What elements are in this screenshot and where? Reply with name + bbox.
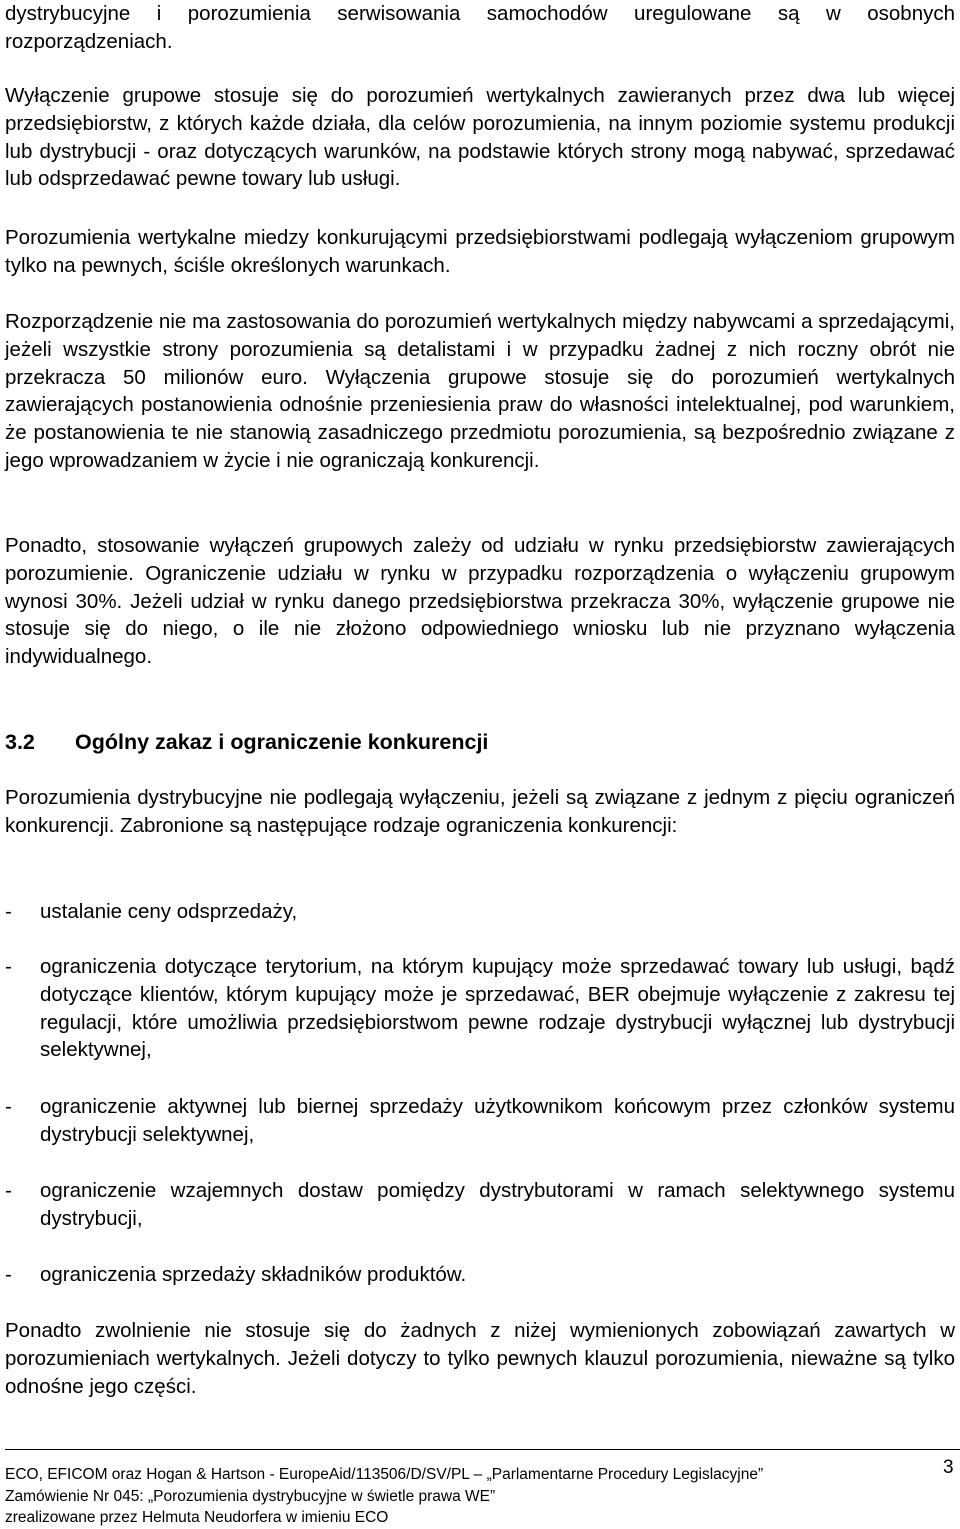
list-item-text: ograniczenie aktywnej lub biernej sprzedaży użytkownikom końcowym przez członków systemu dystrybucji selektywnej, (40, 1095, 955, 1146)
paragraph: Ponadto, stosowanie wyłączeń grupowych zależy od udziału w rynku przedsiębiorstw zawierających porozumienie. Ograniczenie udziału w rynku w przypadku rozporządzenia o wyłączeniu grupowym wynosi 30%. Jeżeli udział w rynku danego przedsiębiorstwa przekracza 30%, wyłączenie grupowe nie stosuje się do niego, o ile nie złożono odpowiedniego wniosku lub nie przyznano wyłączenia indywidualnego. (5, 534, 955, 669)
footer-text (5, 1464, 763, 1529)
list-item-text: ograniczenia dotyczące terytorium, na którym kupujący może sprzedawać towary lub usługi, bądź dotyczące klientów, którym kupujący może je sprzedawać, BER obejmuje wyłączenie z zakresu tej regulacji, które umożliwia przedsiębiorstwom pewne rodzaje dystrybucji wyłącznej lub dystrybucji selektywnej, (40, 955, 955, 1062)
list-item (5, 1261, 955, 1289)
list-item-text: ograniczenie wzajemnych dostaw pomiędzy dystrybutorami w ramach selektywnego systemu dystrybucji, (40, 1179, 955, 1230)
list-bullet: - (5, 1263, 12, 1286)
list-item (5, 1177, 955, 1233)
list-item (5, 953, 955, 1064)
page-footer (5, 1449, 960, 1527)
section-intro: Porozumienia dystrybucyjne nie podlegają wyłączeniu, jeżeli są związane z jednym z pięciu ograniczeń konkurencji. Zabronione są następujące rodzaje ograniczenia konkurencji: (5, 786, 955, 837)
paragraph: Wyłączenie grupowe stosuje się do porozumień wertykalnych zawieranych przez dwa lub więcej przedsiębiorstw, z których każde działa, dla celów porozumienia, na innym poziomie systemu produkcji lub dystrybucji - oraz dotyczących warunków, na podstawie których strony mogą nabywać, sprzedawać lub odsprzedawać pewne towary lub usługi. (5, 84, 955, 191)
page-number: 3 (943, 1457, 954, 1478)
list-item (5, 898, 955, 926)
closing-paragraph: Ponadto zwolnienie nie stosuje się do żadnych z niżej wymienionych zobowiązań zawartych w porozumieniach wertykalnych. Jeżeli dotyczy to tylko pewnych klauzul porozumienia, nieważne są tylko odnośne jego części. (5, 1319, 955, 1398)
list-bullet: - (5, 955, 12, 978)
footer-line: Zamówienie Nr 045: „Porozumienia dystrybucyjne w świetle prawa WE” (5, 1487, 496, 1505)
list-bullet: - (5, 900, 12, 923)
footer-line: ECO, EFICOM oraz Hogan & Hartson - EuropeAid/113506/D/SV/PL – „Parlamentarne Procedury Legislacyjne” (5, 1466, 764, 1483)
list-bullet: - (5, 1179, 12, 1202)
section-title: Ogólny zakaz i ograniczenie konkurencji (75, 730, 489, 754)
section-heading (5, 729, 488, 757)
section-number: 3.2 (5, 730, 35, 754)
list-item (5, 1093, 955, 1149)
list-item-text: ograniczenia sprzedaży składników produktów. (40, 1263, 467, 1286)
footer-line: zrealizowane przez Helmuta Neudorfera w imieniu ECO (5, 1509, 389, 1527)
paragraph: dystrybucyjne i porozumienia serwisowania samochodów uregulowane są w osobnych rozporządzeniach. (5, 2, 955, 53)
list-item-text: ustalanie ceny odsprzedaży, (40, 900, 298, 923)
paragraph: Rozporządzenie nie ma zastosowania do porozumień wertykalnych między nabywcami a sprzedającymi, jeżeli wszystkie strony porozumienia są detalistami i w przypadku żadnej z nich roczny obrót nie przekracza 50 milionów euro. Wyłączenia grupowe stosuje się do porozumień wertykalnych zawierających postanowienia odnośnie przeniesienia praw do własności intelektualnej, pod warunkiem, że postanowienia te nie stanowią zasadniczego przedmiotu porozumienia, są bezpośrednio związane z jego wprowadzaniem w życie i nie ograniczają konkurencji. (5, 310, 955, 472)
paragraph: Porozumienia wertykalne miedzy konkurującymi przedsiębiorstwami podlegają wyłączeniom grupowym tylko na pewnych, ściśle określonych warunkach. (5, 226, 955, 277)
list-bullet: - (5, 1095, 12, 1118)
